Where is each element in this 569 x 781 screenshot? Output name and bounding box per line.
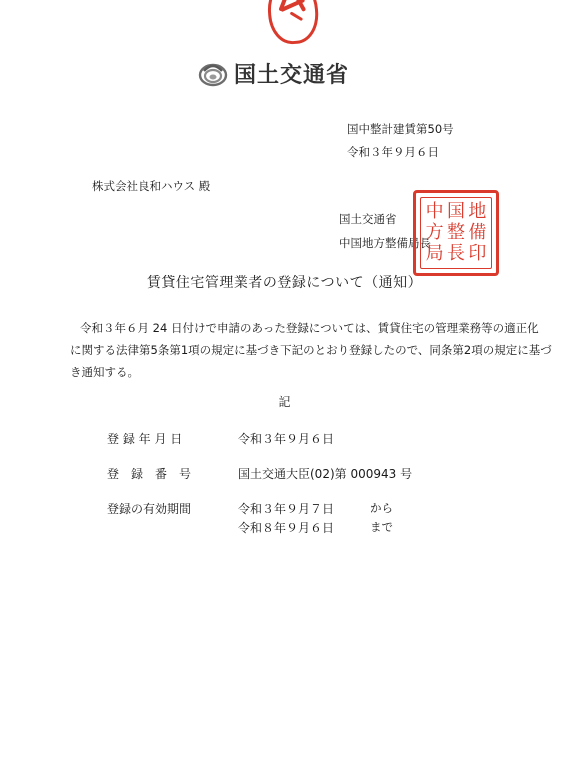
document-number: 国中整計建賃第50号 xyxy=(347,122,454,136)
document-title: 賃貸住宅管理業者の登録について（通知） xyxy=(146,275,423,291)
issuer-seal-stamp xyxy=(413,190,499,276)
ministry-logo-text: 国土交通省 xyxy=(234,62,350,88)
seal-char: 国 xyxy=(446,200,465,222)
body-line: き通知する。 xyxy=(70,365,139,379)
validity-to-date: 令和８年９月６日 xyxy=(238,521,335,535)
seal-char: 長 xyxy=(446,243,465,265)
registration-number-value: 国土交通大臣(02)第 000943 号 xyxy=(238,467,413,481)
validity-from-date: 令和３年９月７日 xyxy=(238,502,335,516)
document-date: 令和３年９月６日 xyxy=(347,145,439,159)
seal-char: 備 xyxy=(468,221,487,243)
seal-char: 整 xyxy=(446,221,465,243)
issuer-office: 中国地方整備局長 xyxy=(339,236,431,250)
ki-heading: 記 xyxy=(278,395,291,409)
body-paragraph xyxy=(70,317,552,383)
seal-char: 地 xyxy=(468,200,487,222)
registration-number-label: 登 録 番 号 xyxy=(107,467,192,481)
seal-char: 中 xyxy=(425,200,444,222)
recipient-name: 株式会社良和ハウス 殿 xyxy=(92,179,211,193)
body-line: 令和３年６月 24 日付けで申請のあった登録については、賃貸住宅の管理業務等の適正化 xyxy=(80,321,539,335)
validity-period-label: 登録の有効期間 xyxy=(107,502,192,516)
validity-to-suffix: まで xyxy=(370,520,393,534)
body-line: に関する法律第5条第1項の規定に基づき下記のとおり登録したので、同条第2項の規定に基づ xyxy=(70,343,552,357)
ministry-logo xyxy=(198,58,349,88)
top-seal-stamp xyxy=(266,0,320,46)
registration-date-value: 令和３年９月６日 xyxy=(238,432,335,446)
seal-char: 方 xyxy=(425,221,444,243)
seal-char: 局 xyxy=(425,243,444,265)
issuer-organization: 国土交通省 xyxy=(339,212,397,226)
ministry-emblem-icon xyxy=(198,59,228,87)
seal-char: 印 xyxy=(468,243,487,265)
registration-date-label: 登 録 年 月 日 xyxy=(107,432,183,446)
validity-from-suffix: から xyxy=(370,501,393,515)
